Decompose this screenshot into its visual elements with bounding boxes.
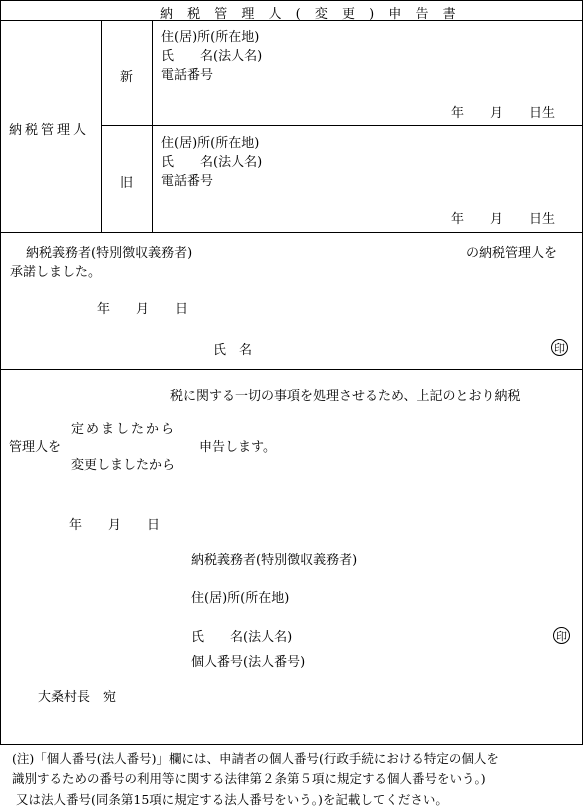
new-name-label: 氏 名(法人名) bbox=[161, 49, 263, 64]
tax-manager-label: 納税管理人 bbox=[9, 123, 90, 138]
consent-seal: 印 bbox=[551, 339, 568, 356]
declaration-lead: 管理人を bbox=[9, 440, 62, 455]
note-line1: (注)「個人番号(法人番号)」欄には、申請者の個人番号(行政手続における特定の個人を bbox=[12, 751, 499, 766]
old-phone-label: 電話番号 bbox=[161, 174, 214, 189]
declarant-taxpayer-label: 納税義務者(特別徴収義務者) bbox=[191, 553, 358, 568]
newold-column-divider bbox=[152, 20, 153, 232]
section1-bottom bbox=[0, 232, 583, 233]
title-divider bbox=[0, 20, 583, 21]
label-column-divider bbox=[101, 20, 102, 232]
new-birthdate-label: 年 月 日生 bbox=[451, 106, 556, 121]
addressee: 大桑村長 宛 bbox=[38, 690, 117, 705]
consent-taxpayer-label: 納税義務者(特別徴収義務者) bbox=[26, 246, 193, 261]
section2-bottom bbox=[0, 369, 583, 370]
declarant-seal: 印 bbox=[553, 627, 570, 644]
old-birthdate-label: 年 月 日生 bbox=[451, 212, 556, 227]
new-address-label: 住(居)所(所在地) bbox=[161, 30, 260, 45]
consent-date: 年 月 日 bbox=[97, 302, 189, 317]
new-label: 新 bbox=[120, 70, 134, 85]
old-address-label: 住(居)所(所在地) bbox=[161, 136, 260, 151]
consent-name-label: 氏 名 bbox=[213, 343, 253, 358]
declaration-date: 年 月 日 bbox=[69, 518, 161, 533]
declarant-address-label: 住(居)所(所在地) bbox=[191, 591, 290, 606]
declaration-option-appoint: 定めましたから bbox=[71, 422, 177, 437]
new-old-divider bbox=[101, 125, 583, 126]
declaration-trail: 申告します。 bbox=[199, 440, 276, 455]
note-line2: 識別するための番号の利用等に関する法律第２条第５項に規定する個人番号をいう。) bbox=[12, 771, 486, 786]
form-title: 納 税 管 理 人 ( 変 更 ) 申 告 書 bbox=[160, 7, 461, 22]
declaration-option-change: 変更しましたから bbox=[71, 458, 176, 473]
old-label: 旧 bbox=[120, 176, 134, 191]
declarant-number-label: 個人番号(法人番号) bbox=[191, 655, 306, 670]
new-phone-label: 電話番号 bbox=[161, 68, 214, 83]
declaration-line1: 税に関する一切の事項を処理させるため、上記のとおり納税 bbox=[170, 389, 521, 404]
consent-suffix: の納税管理人を bbox=[466, 246, 558, 261]
old-name-label: 氏 名(法人名) bbox=[161, 155, 263, 170]
declarant-name-label: 氏 名(法人名) bbox=[191, 630, 293, 645]
consent-text: 承諾しました。 bbox=[10, 265, 102, 280]
note-line3: 又は法人番号(同条第15項に規定する法人番号をいう。)を記載してください。 bbox=[16, 792, 448, 807]
